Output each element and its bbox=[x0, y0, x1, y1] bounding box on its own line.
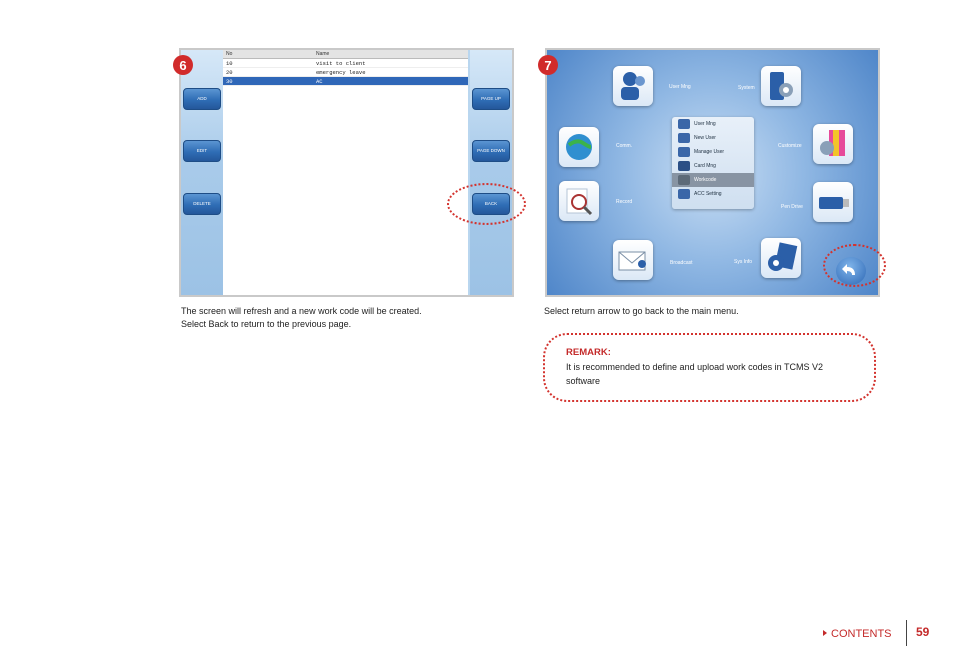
system-gear-icon[interactable] bbox=[761, 66, 801, 106]
customize-label: Customize bbox=[778, 143, 802, 149]
submenu-item-label: Workcode bbox=[694, 177, 717, 183]
step7-caption: Select return arrow to go back to the main menu. bbox=[544, 306, 739, 316]
workcode-list bbox=[223, 50, 468, 295]
submenu-item-label: Card Mng bbox=[694, 163, 716, 169]
submenu-item-label: New User bbox=[694, 135, 716, 141]
pen-drive-label: Pen Drive bbox=[781, 204, 803, 210]
table-row[interactable] bbox=[223, 59, 468, 68]
triangle-right-icon bbox=[823, 630, 827, 636]
comm-label: Comm. bbox=[616, 143, 633, 149]
column-header-no: No bbox=[226, 51, 233, 57]
cell-name: emergency leave bbox=[316, 68, 366, 76]
sys-info-gear-icon[interactable] bbox=[761, 238, 801, 278]
submenu-item[interactable] bbox=[672, 187, 754, 201]
step6-caption-line2: Select Back to return to the previous page. bbox=[181, 319, 352, 329]
contents-link[interactable] bbox=[823, 628, 892, 640]
submenu-item[interactable] bbox=[672, 145, 754, 159]
broadcast-label: Broadcast bbox=[670, 260, 693, 266]
highlight-back-button bbox=[447, 183, 526, 225]
right-button-column bbox=[470, 50, 512, 295]
left-button-column bbox=[181, 50, 223, 295]
submenu-item-label: Manage User bbox=[694, 149, 725, 155]
access-icon bbox=[678, 189, 690, 199]
cell-name: visit to client bbox=[316, 59, 366, 67]
page-number: 59 bbox=[916, 625, 930, 639]
user-group-icon bbox=[678, 119, 690, 129]
workcode-icon bbox=[678, 175, 690, 185]
submenu-item[interactable] bbox=[672, 131, 754, 145]
system-label: System bbox=[738, 85, 755, 91]
remark-title: REMARK: bbox=[566, 347, 611, 358]
card-icon bbox=[678, 161, 690, 171]
add-button[interactable]: ADD bbox=[183, 88, 221, 110]
record-magnifier-icon[interactable] bbox=[559, 181, 599, 221]
user-mng-submenu bbox=[672, 117, 754, 209]
contents-label: CONTENTS bbox=[831, 628, 892, 640]
page-up-button[interactable]: PAGE UP bbox=[472, 88, 510, 110]
new-user-icon bbox=[678, 133, 690, 143]
customize-icon[interactable] bbox=[813, 124, 853, 164]
submenu-item[interactable] bbox=[672, 117, 754, 131]
page-down-button[interactable]: PAGE DOWN bbox=[472, 140, 510, 162]
table-row[interactable] bbox=[223, 68, 468, 77]
step-badge-6: 6 bbox=[173, 55, 193, 75]
sys-info-label: Sys Info bbox=[734, 259, 753, 265]
step-badge-7: 7 bbox=[538, 55, 558, 75]
cell-no: 20 bbox=[226, 68, 233, 76]
record-label: Record bbox=[616, 199, 633, 205]
remark-text: It is recommended to define and upload work codes in TCMS V2 software bbox=[566, 362, 823, 386]
step6-caption-line1: The screen will refresh and a new work code will be created. bbox=[181, 306, 422, 316]
user-mng-label: User Mng bbox=[669, 84, 691, 90]
table-row-selected[interactable] bbox=[223, 77, 468, 86]
delete-button[interactable]: DELETE bbox=[183, 193, 221, 215]
pen-drive-icon[interactable] bbox=[813, 182, 853, 222]
comm-globe-icon[interactable] bbox=[559, 127, 599, 167]
workcode-list-screenshot bbox=[179, 48, 514, 297]
submenu-item-selected[interactable] bbox=[672, 173, 754, 187]
cell-no: 10 bbox=[226, 59, 233, 67]
footer-divider bbox=[906, 620, 907, 646]
submenu-item-label: ACC Setting bbox=[694, 191, 722, 197]
cell-name: AC bbox=[316, 77, 323, 85]
submenu-item-label: User Mng bbox=[694, 121, 716, 127]
user-mng-icon[interactable] bbox=[613, 66, 653, 106]
back-button[interactable]: BACK bbox=[472, 193, 510, 215]
edit-button[interactable]: EDIT bbox=[183, 140, 221, 162]
submenu-item[interactable] bbox=[672, 159, 754, 173]
manage-user-icon bbox=[678, 147, 690, 157]
broadcast-envelope-icon[interactable] bbox=[613, 240, 653, 280]
list-header bbox=[223, 50, 468, 59]
highlight-return-arrow bbox=[823, 244, 886, 287]
cell-no: 30 bbox=[226, 77, 233, 85]
column-header-name: Name bbox=[316, 51, 330, 57]
